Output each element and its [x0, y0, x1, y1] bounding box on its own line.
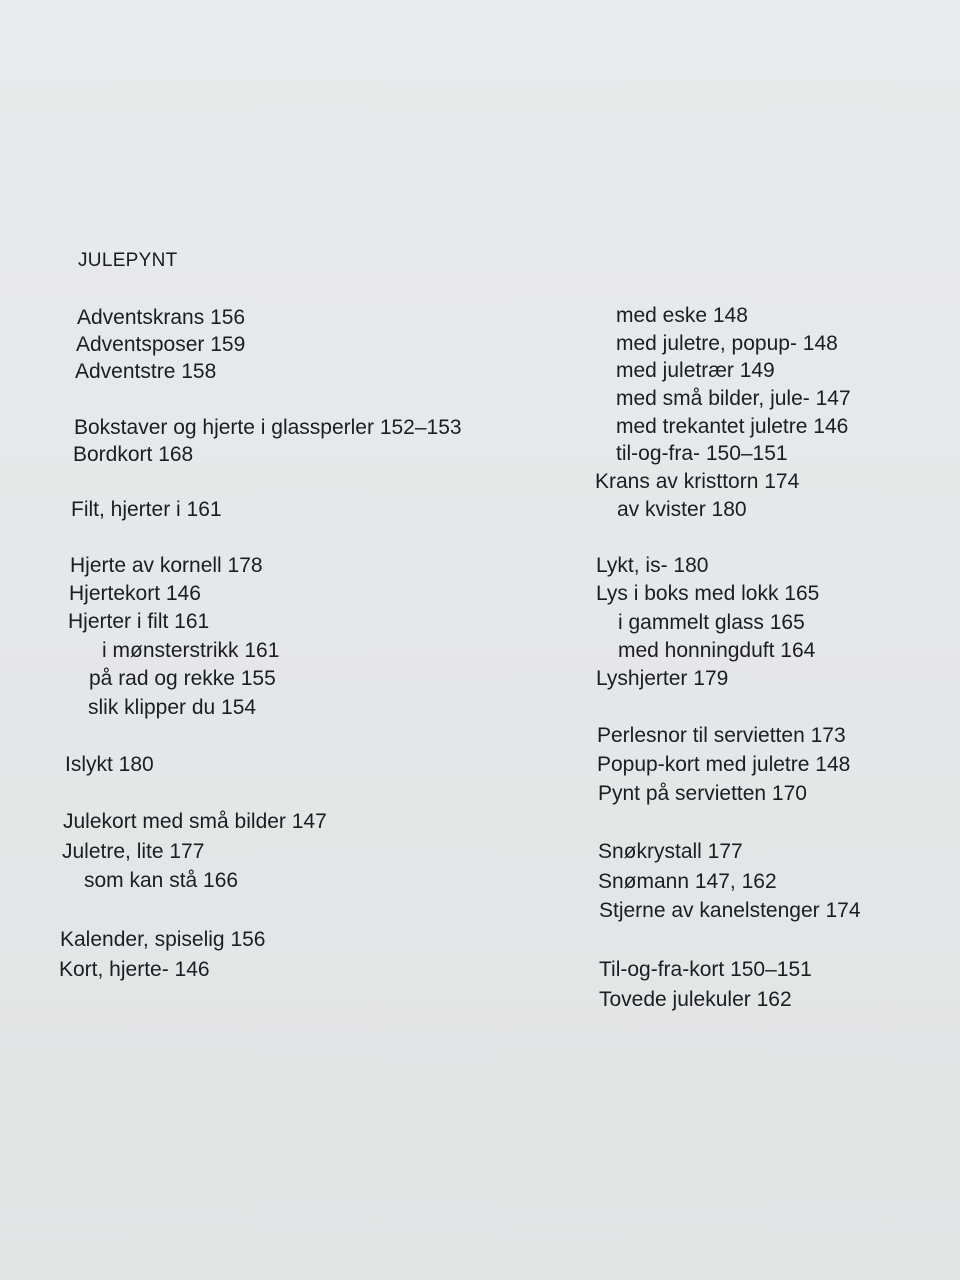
index-entry: Islykt 180 — [65, 753, 154, 776]
index-subentry: i mønsterstrikk 161 — [102, 639, 280, 662]
section-title: JULEPYNT — [78, 250, 178, 271]
index-entry: Juletre, lite 177 — [62, 840, 205, 863]
index-subentry: med honningduft 164 — [618, 639, 816, 662]
index-entry: Pynt på servietten 170 — [598, 782, 807, 805]
index-entry: Krans av kristtorn 174 — [595, 470, 800, 493]
index-entry: Julekort med små bilder 147 — [63, 810, 327, 833]
index-entry: Stjerne av kanelstenger 174 — [599, 899, 861, 922]
index-entry: Snøkrystall 177 — [598, 840, 743, 863]
index-subentry: med små bilder, jule- 147 — [616, 387, 851, 410]
index-subentry: slik klipper du 154 — [88, 696, 257, 719]
index-entry: Snømann 147, 162 — [598, 870, 777, 893]
index-subentry: med juletrær 149 — [616, 359, 775, 382]
index-entry: Hjertekort 146 — [69, 582, 201, 605]
index-entry: Tovede julekuler 162 — [599, 988, 792, 1011]
index-entry: Adventsposer 159 — [76, 333, 246, 356]
index-entry: Popup-kort med juletre 148 — [597, 753, 851, 776]
index-entry: Bokstaver og hjerte i glassperler 152–153 — [74, 416, 462, 439]
index-entry: Hjerter i filt 161 — [68, 610, 210, 633]
index-entry: Bordkort 168 — [73, 443, 194, 466]
index-subentry: i gammelt glass 165 — [618, 611, 805, 634]
index-subentry: på rad og rekke 155 — [89, 667, 276, 690]
index-entry: Lys i boks med lokk 165 — [596, 582, 820, 605]
index-subentry: med eske 148 — [616, 304, 748, 327]
index-subentry: med trekantet juletre 146 — [616, 415, 849, 438]
index-entry: Adventskrans 156 — [77, 306, 246, 329]
index-entry: Til-og-fra-kort 150–151 — [599, 958, 812, 981]
index-entry: Lykt, is- 180 — [596, 554, 709, 577]
index-subentry: som kan stå 166 — [84, 869, 239, 892]
index-subentry: av kvister 180 — [617, 498, 747, 521]
index-entry: Kort, hjerte- 146 — [59, 958, 210, 981]
index-entry: Lyshjerter 179 — [596, 667, 729, 690]
index-entry: Kalender, spiselig 156 — [60, 928, 266, 951]
index-entry: Hjerte av kornell 178 — [70, 554, 263, 577]
index-subentry: til-og-fra- 150–151 — [616, 442, 788, 465]
index-subentry: med juletre, popup- 148 — [616, 332, 838, 355]
index-entry: Perlesnor til servietten 173 — [597, 724, 846, 747]
index-entry: Filt, hjerter i 161 — [71, 498, 222, 521]
index-entry: Adventstre 158 — [75, 360, 217, 383]
